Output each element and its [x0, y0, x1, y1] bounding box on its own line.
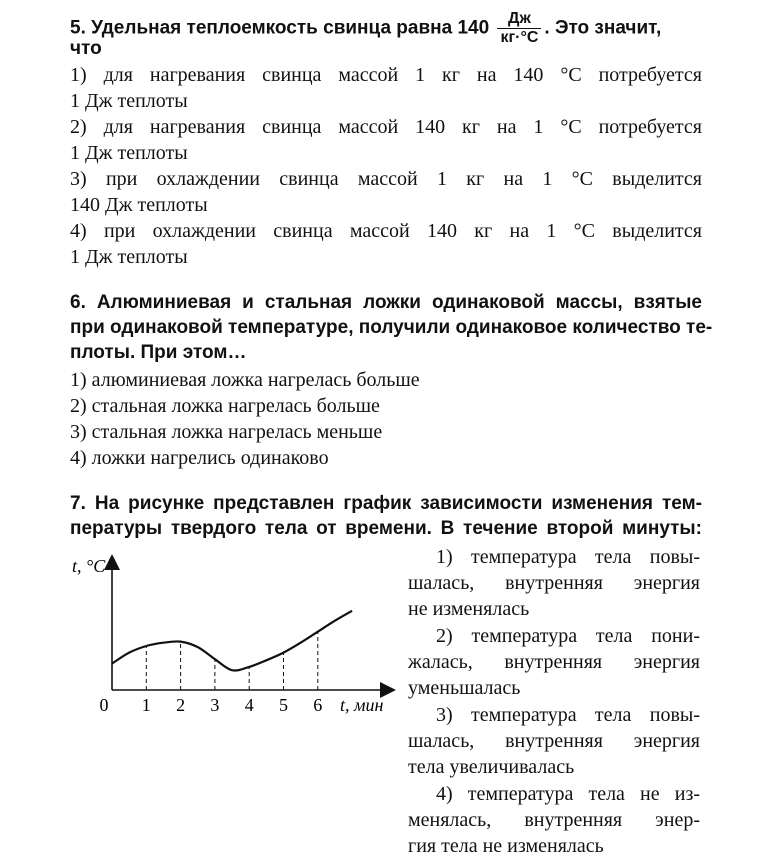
- q7-option-3-cont2: тела увеличивалась: [408, 756, 575, 778]
- q5-option-4-cont: 1 Дж теплоты: [70, 246, 188, 268]
- temperature-time-graph: [60, 550, 400, 725]
- x-tick-label-6: 6: [313, 695, 323, 715]
- q7-option-4-cont1: менялась, внутренняя энер-: [408, 809, 700, 831]
- q7-stem-line2: пературы твердого тела от времени. В течение второй минуты:: [70, 518, 702, 539]
- x-tick-label-1: 1: [141, 695, 151, 715]
- q7-option-2-cont2: уменьшалась: [408, 677, 521, 699]
- q5-stem-line2: что: [70, 38, 102, 59]
- q6-option-1[interactable]: 1) алюминиевая ложка нагрелась больше: [70, 369, 420, 391]
- x-tick-label-4: 4: [244, 695, 254, 715]
- x-tick-label-0: 0: [99, 695, 109, 715]
- q7-option-4[interactable]: 4) температура тела не из-: [436, 783, 700, 805]
- q7-option-3-cont1: шалась, внутренняя энергия: [408, 730, 700, 752]
- x-tick-label-3: 3: [210, 695, 220, 715]
- q6-stem-line3: плоты. При этом…: [70, 342, 247, 363]
- q5-option-3[interactable]: 3) при охлаждении свинца массой 1 кг на 1 °С выделится: [70, 168, 702, 190]
- q7-option-1-cont2: не изменялась: [408, 598, 530, 620]
- q5-fraction-denominator: кг·°С: [500, 29, 539, 46]
- q5-option-2-cont: 1 Дж теплоты: [70, 142, 188, 164]
- x-axis-label: t, мин: [340, 695, 384, 715]
- q5-option-4[interactable]: 4) при охлаждении свинца массой 140 кг на 1 °С выделится: [70, 220, 702, 242]
- q6-option-3[interactable]: 3) стальная ложка нагрелась меньше: [70, 421, 383, 443]
- q7-option-4-cont2: гия тела не изменялась: [408, 835, 604, 857]
- q5-stem-tail: . Это значит,: [544, 17, 662, 39]
- q6-stem-line2: при одинаковой температуре, получили одинаковое количество те-: [70, 317, 713, 338]
- q5-option-1[interactable]: 1) для нагревания свинца массой 1 кг на 140 °С потребуется: [70, 64, 702, 86]
- temperature-curve: [112, 611, 352, 671]
- q6-option-2[interactable]: 2) стальная ложка нагрелась больше: [70, 395, 380, 417]
- q6-stem-line1: 6. Алюминиевая и стальная ложки одинаковой массы, взятые: [70, 292, 702, 313]
- y-axis-label: t, °C: [72, 556, 106, 576]
- q7-option-1[interactable]: 1) температура тела повы-: [436, 546, 700, 568]
- q5-option-3-cont: 140 Дж теплоты: [70, 194, 208, 216]
- q7-stem-line1: 7. На рисунке представлен график зависимости изменения тем-: [70, 493, 702, 514]
- q5-fraction-numerator: Дж: [497, 10, 541, 29]
- q5-option-2[interactable]: 2) для нагревания свинца массой 140 кг на 1 °С потребуется: [70, 116, 702, 138]
- q7-option-2[interactable]: 2) температура тела пони-: [436, 625, 700, 647]
- q7-option-1-cont1: шалась, внутренняя энергия: [408, 572, 700, 594]
- x-tick-label-2: 2: [176, 695, 186, 715]
- q7-option-3[interactable]: 3) температура тела повы-: [436, 704, 700, 726]
- q5-stem-text: 5. Удельная теплоемкость свинца равна 140: [70, 17, 490, 39]
- q7-option-2-cont1: жалась, внутренняя энергия: [408, 651, 700, 673]
- q6-option-4[interactable]: 4) ложки нагрелись одинаково: [70, 447, 329, 469]
- x-tick-label-5: 5: [279, 695, 288, 715]
- q5-option-1-cont: 1 Дж теплоты: [70, 90, 188, 112]
